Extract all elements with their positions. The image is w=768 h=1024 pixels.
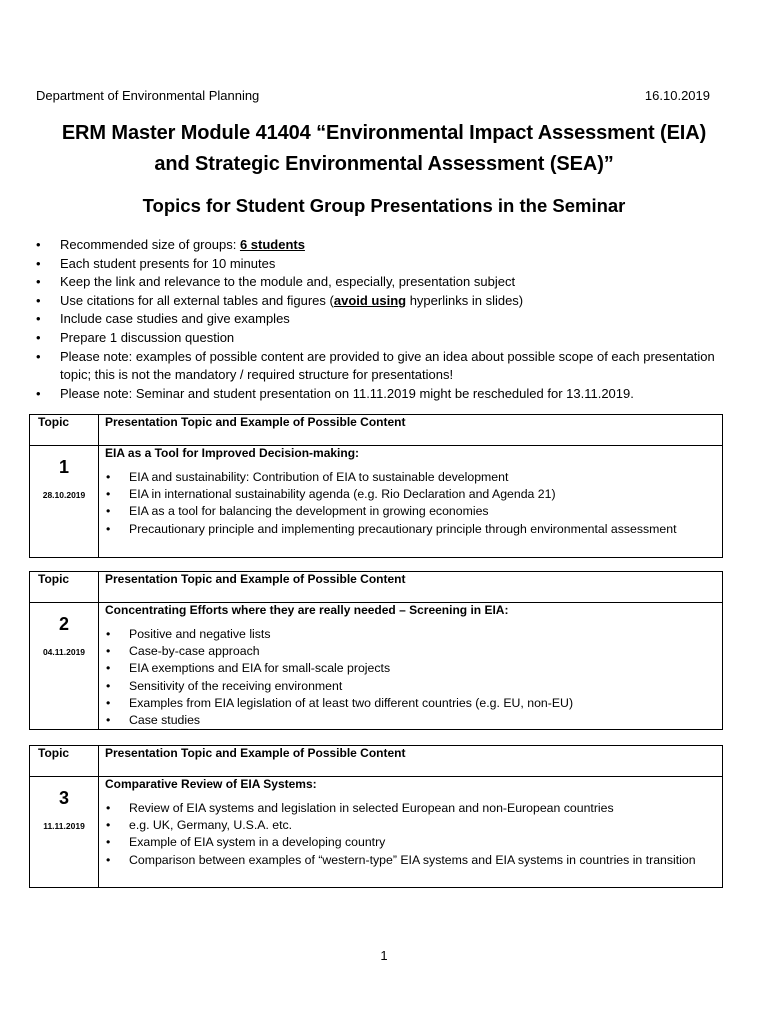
intro-item: • Please note: examples of possible content are provided to give an idea about possible scope of each presentation topic; this is not the mandatory / required structure for presentations!: [36, 348, 720, 385]
topic-date: 04.11.2019: [42, 647, 86, 657]
list-item: • Case studies: [99, 712, 722, 729]
topic-number-cell: [30, 446, 99, 558]
header-content-label: Presentation Topic and Example of Possible Content: [105, 746, 406, 760]
intro-item: • Each student presents for 10 minutes: [36, 255, 720, 274]
topic-content-cell: [99, 777, 723, 888]
topic-number-cell: [30, 603, 99, 730]
list-item: • Comparison between examples of “western-type” EIA systems and EIA systems in countries in transition: [99, 852, 722, 869]
page-number: 1: [380, 948, 388, 963]
title-line-1: ERM Master Module 41404 “Environmental Impact Assessment (EIA): [61, 122, 707, 144]
intro-item: • Prepare 1 discussion question: [36, 329, 720, 348]
header-topic-label: Topic: [38, 415, 70, 429]
list-item: • e.g. UK, Germany, U.S.A. etc.: [99, 817, 722, 834]
list-item: • Positive and negative lists: [99, 626, 722, 643]
intro-list: [36, 236, 720, 403]
topic-table-2: [29, 571, 723, 730]
list-item: • Sensitivity of the receiving environment: [99, 678, 722, 695]
topic-number: 1: [58, 457, 69, 477]
header-row: [36, 88, 710, 103]
header-topic-label: Topic: [38, 572, 70, 586]
list-item: • Examples from EIA legislation of at least two different countries (e.g. EU, non-EU): [99, 695, 722, 712]
topic-table-1: [29, 414, 723, 558]
header-topic-cell: [30, 415, 99, 446]
intro-item: • Include case studies and give examples: [36, 310, 720, 329]
list-item: • Case-by-case approach: [99, 643, 722, 660]
intro-text: hyperlinks in slides): [406, 292, 524, 308]
topic-table-3: [29, 745, 723, 888]
page-subtitle: Topics for Student Group Presentations in the Seminar: [142, 195, 626, 216]
topic-content-cell: [99, 446, 723, 558]
intro-item: [36, 236, 720, 255]
topic-content-cell: [99, 603, 723, 730]
intro-text: Recommended size of groups:: [60, 237, 240, 252]
intro-item: • Please note: Seminar and student presentation on 11.11.2019 might be rescheduled for 13.11.2019.: [36, 385, 720, 404]
document-date: 16.10.2019: [644, 88, 710, 103]
list-item: • EIA exemptions and EIA for small-scale projects: [99, 660, 722, 677]
topic-title: EIA as a Tool for Improved Decision-making:: [105, 446, 360, 460]
table-header-row: [30, 415, 723, 446]
title-line-2: and Strategic Environmental Assessment (SEA)”: [154, 153, 614, 175]
intro-item: • Keep the link and relevance to the module and, especially, presentation subject: [36, 273, 720, 292]
intro-item: [36, 292, 720, 311]
list-item: • EIA in international sustainability agenda (e.g. Rio Declaration and Agenda 21): [99, 486, 722, 503]
topic-number: 2: [58, 614, 69, 634]
header-topic-cell: [30, 572, 99, 603]
page-title: [30, 118, 738, 180]
avoid-using-emphasis: avoid using: [333, 292, 407, 308]
table-row: [30, 777, 723, 888]
header-content-cell: [99, 415, 723, 446]
table-row: [30, 603, 723, 730]
table-header-row: [30, 572, 723, 603]
topic-date: 11.11.2019: [43, 821, 85, 831]
header-topic-cell: [30, 746, 99, 777]
list-item: • EIA as a tool for balancing the development in growing economies: [99, 503, 722, 520]
header-content-label: Presentation Topic and Example of Possible Content: [105, 415, 406, 429]
header-content-cell: [99, 746, 723, 777]
list-item: • Example of EIA system in a developing country: [99, 834, 722, 851]
topic-title: Comparative Review of EIA Systems:: [105, 777, 317, 791]
intro-text: Use citations for all external tables and figures (: [60, 292, 334, 308]
topic-items: [99, 469, 722, 538]
header-content-cell: [99, 572, 723, 603]
topic-number: 3: [58, 788, 69, 808]
header-content-label: Presentation Topic and Example of Possible Content: [105, 572, 406, 586]
table-row: [30, 446, 723, 558]
department-name: Department of Environmental Planning: [36, 88, 260, 103]
topic-items: [99, 626, 722, 729]
list-item: • Review of EIA systems and legislation in selected European and non-European countries: [99, 800, 722, 817]
topic-number-cell: [30, 777, 99, 888]
topic-date: 28.10.2019: [42, 490, 86, 500]
topic-items: [99, 800, 722, 869]
group-size-emphasis: 6 students: [239, 237, 305, 252]
list-item: • Precautionary principle and implementing precautionary principle through environmental assessment: [99, 521, 722, 538]
list-item: • EIA and sustainability: Contribution of EIA to sustainable development: [99, 469, 722, 486]
table-header-row: [30, 746, 723, 777]
header-topic-label: Topic: [38, 746, 70, 760]
topic-title: Concentrating Efforts where they are really needed – Screening in EIA:: [105, 603, 509, 617]
